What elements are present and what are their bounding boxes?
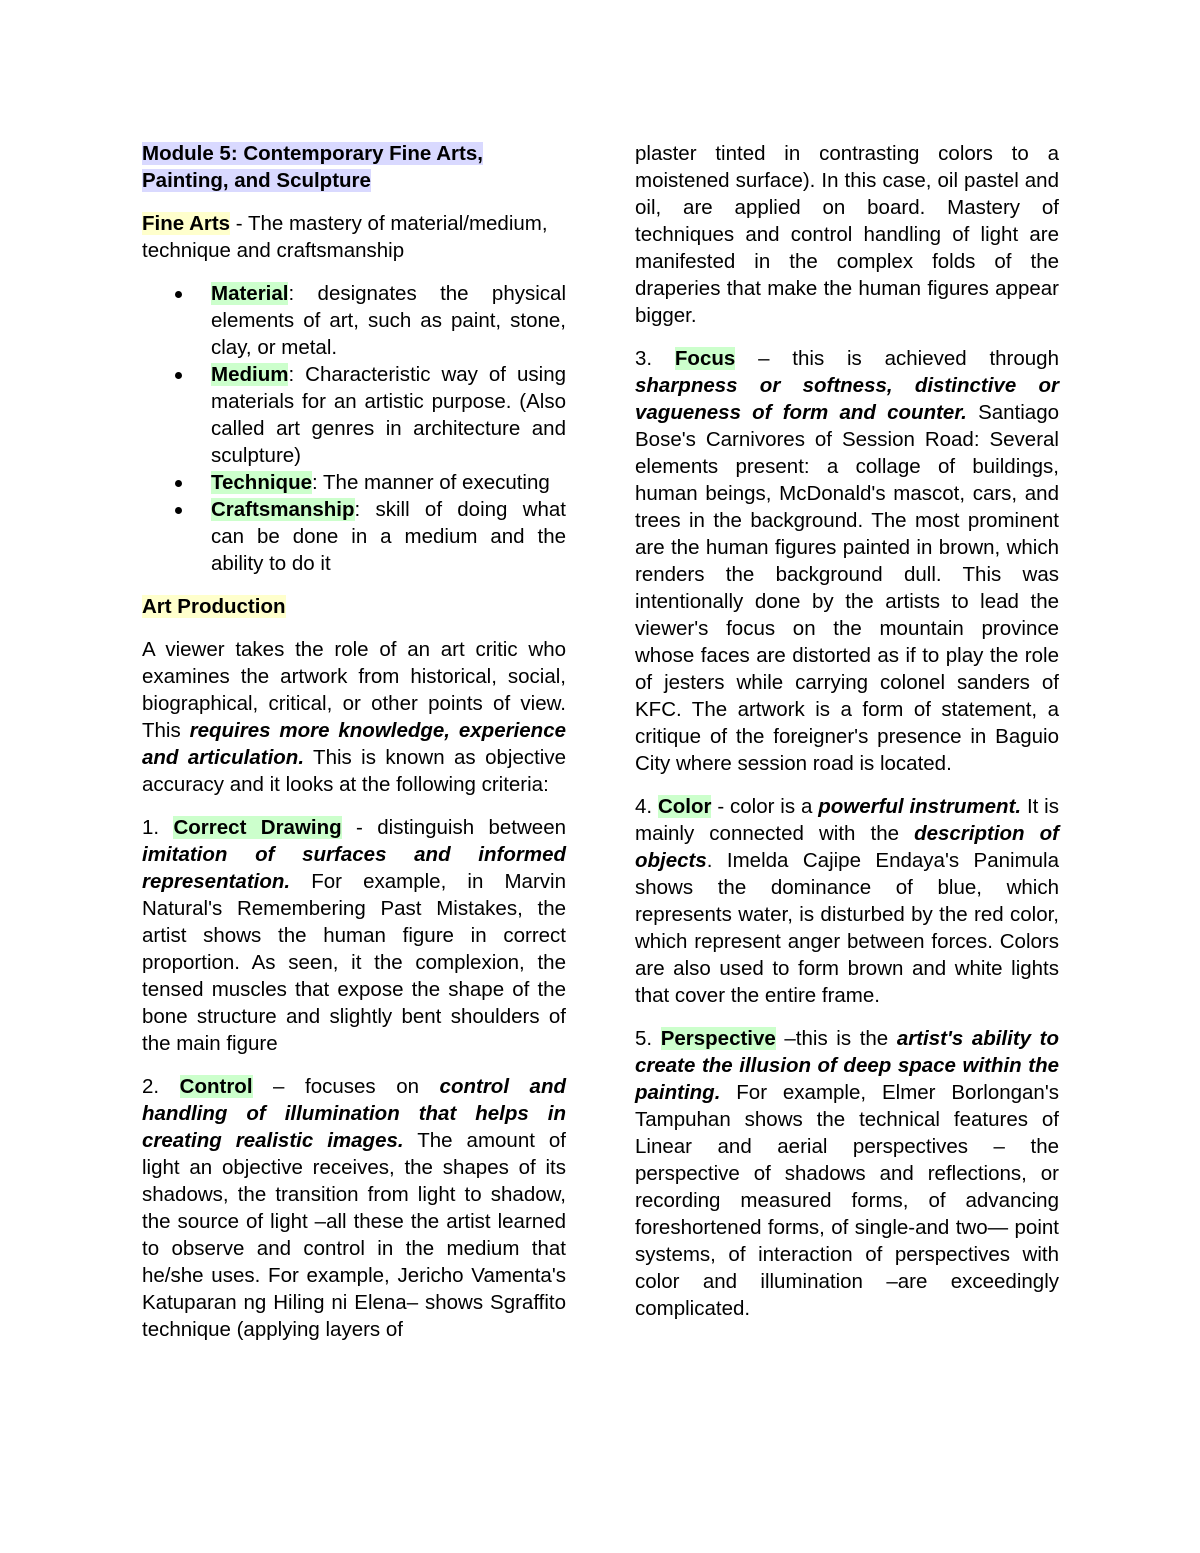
criterion-term: Focus: [674, 347, 736, 370]
criterion-number: 4.: [635, 795, 658, 818]
fine-arts-text: - The mastery of material/medium, technique and craftsmanship: [142, 212, 548, 262]
emphasis-text: requires more knowledge, experience and articulation.: [142, 719, 566, 769]
criterion-term: Color: [657, 795, 712, 818]
body-text: This is known as objective accuracy and it looks at the following criteria:: [142, 746, 566, 796]
criterion-term: Perspective: [660, 1027, 776, 1050]
emphasis-text: control and handling of illumination that helps in creating realistic images.: [142, 1075, 567, 1152]
body-text: – this is achieved through: [735, 347, 1059, 370]
module-title-line-2: Painting, and Sculpture: [142, 169, 371, 192]
criterion-number: 2.: [142, 1075, 180, 1098]
body-text: The amount of light an objective receives, the shapes of its shadows, the transition from light to shadow, the source of light –all these the artist learned to observe and control in the medium that he/she uses. For example, Jericho Vamenta's Katuparan ng Hiling ni Elena– shows Sgraffito technique (applying layers of: [142, 1129, 567, 1341]
body-text: - color is a: [711, 795, 819, 818]
term-craftsmanship: Craftsmanship: [211, 498, 355, 521]
body-text: –this is the: [775, 1027, 897, 1050]
emphasis-text: artist's ability to create the illusion of deep space within the painting.: [635, 1027, 1059, 1104]
list-item: [142, 469, 566, 496]
emphasis-text: description of objects: [635, 822, 1059, 872]
list-item: [142, 361, 566, 469]
term-definition: : skill of doing what can be done in a medium and the ability to do it: [211, 498, 566, 575]
body-text: - distinguish between: [341, 816, 566, 839]
module-title: [142, 140, 566, 194]
art-production-heading: [142, 593, 566, 620]
section-heading: Art Production: [142, 595, 286, 618]
criterion-control: [142, 1073, 566, 1343]
term-material: Material: [211, 282, 289, 305]
right-column: [635, 140, 1059, 1322]
emphasis-text: sharpness or softness, distinctive or vagueness of form and counter.: [635, 374, 1059, 424]
term-medium: Medium: [211, 363, 289, 386]
criterion-focus: [635, 345, 1059, 777]
criterion-correct-drawing: [142, 814, 566, 1057]
body-text: For example, Elmer Borlongan's Tampuhan shows the technical features of Linear and aerial perspectives – the perspective of shadows and reflections, or recording measured forms, of advancing foreshortened forms, of single-and two— point systems, of interaction of perspectives with color and illumination –are exceedingly complicated.: [635, 1081, 1059, 1320]
body-text: . Imelda Cajipe Endaya's Panimula shows the dominance of blue, which represents water, is disturbed by the red color, which represent anger between forces. Colors are also used to form brown and white lights that cover the entire frame.: [635, 849, 1059, 1007]
emphasis-text: imitation of surfaces and informed representation.: [142, 843, 566, 893]
criterion-term: Control: [179, 1075, 253, 1098]
body-text: plaster tinted in contrasting colors to a moistened surface). In this case, oil pastel and oil, are applied on board. Mastery of techniques and control handling of light are manifested in the complex folds of the draperies that make the human figures appear bigger.: [635, 142, 1059, 327]
criterion-control-continued: [635, 140, 1059, 329]
emphasis-text: powerful instrument.: [818, 795, 1022, 818]
body-text: – focuses on: [252, 1075, 440, 1098]
criterion-number: 3.: [635, 347, 675, 370]
art-production-intro: [142, 636, 566, 798]
criterion-color: [635, 793, 1059, 1009]
body-text: A viewer takes the role of an art critic who examines the artwork from historical, social, biographical, critical, or other points of view. This: [142, 638, 566, 742]
fine-arts-definition: [142, 210, 566, 264]
list-item: [142, 280, 566, 361]
list-item: [142, 496, 566, 577]
body-text: Santiago Bose's Carnivores of Session Road: Several elements present: a collage of buildings, human beings, McDonald's mascot, cars, and trees in the background. The most prominent are the human figures painted in brown, which renders the background dull. This was intentionally done by the artists to lead the viewer's focus on the mountain province whose faces are distorted as if to play the role of jesters while carrying colonel sanders of KFC. The artwork is a form of statement, a critique of the foreigner's presence in Baguio City where session road is located.: [635, 401, 1060, 775]
body-text: It is mainly connected with the: [635, 795, 1059, 845]
body-text: For example, in Marvin Natural's Remembering Past Mistakes, the artist shows the human figure in correct proportion. As seen, it the complexion, the tensed muscles that expose the shape of the bone structure and slightly bent shoulders of the main figure: [142, 870, 566, 1055]
fine-arts-term: Fine Arts: [142, 212, 231, 235]
term-technique: Technique: [211, 471, 312, 494]
criterion-term: Correct Drawing: [173, 816, 342, 839]
term-definition: : designates the physical elements of art, such as paint, stone, clay, or metal.: [211, 282, 566, 359]
criterion-perspective: [635, 1025, 1059, 1322]
fine-arts-terms-list: [142, 280, 566, 577]
term-definition: : The manner of executing: [312, 471, 550, 494]
term-definition: : Characteristic way of using materials for an artistic purpose. (Also called art genres in architecture and sculpture): [211, 363, 566, 467]
left-column: [142, 140, 566, 1343]
module-title-line-1: Module 5: Contemporary Fine Arts,: [142, 142, 483, 165]
criterion-number: 1.: [142, 816, 174, 839]
criterion-number: 5.: [635, 1027, 661, 1050]
